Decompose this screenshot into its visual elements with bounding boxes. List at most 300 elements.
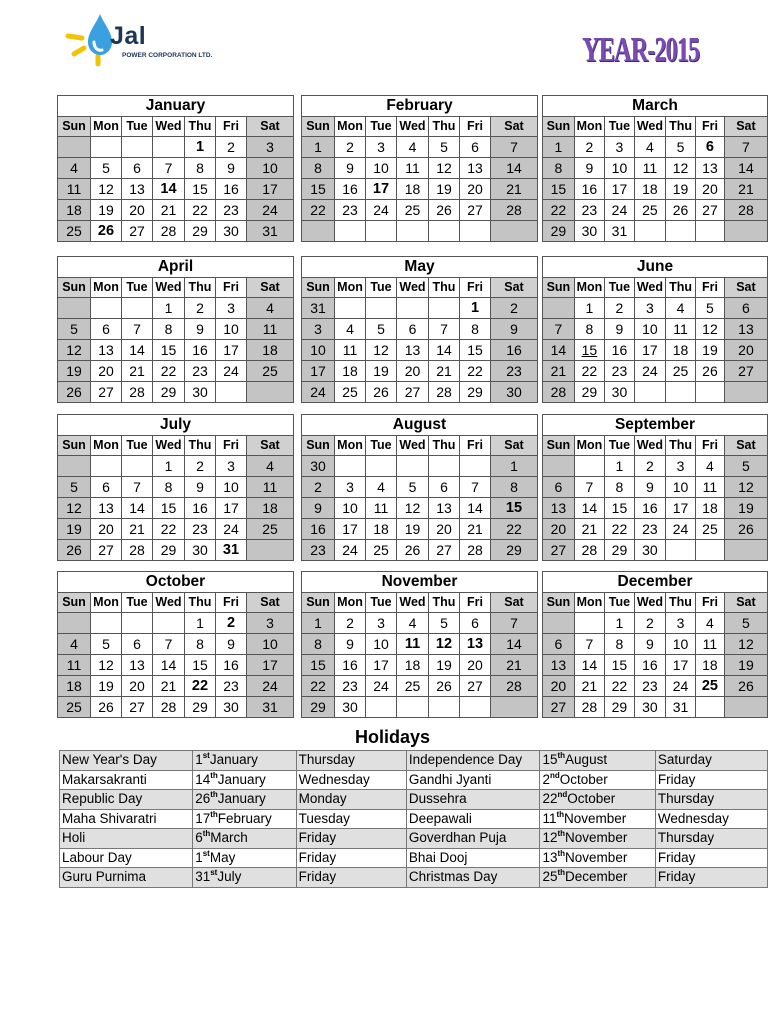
day-cell: 16 [216, 179, 247, 200]
weekday-header: Fri [460, 117, 491, 137]
holiday-weekday: Saturday [655, 751, 767, 771]
day-cell: 21 [122, 519, 153, 540]
day-cell: 20 [460, 655, 491, 676]
day-cell: 8 [302, 158, 335, 179]
weekday-header: Wed [634, 278, 665, 298]
day-cell: 22 [185, 200, 216, 221]
day-cell: 10 [634, 319, 665, 340]
company-subtitle: POWER CORPORATION LTD. [122, 52, 213, 59]
day-cell: 10 [366, 634, 397, 655]
month-calendar [301, 571, 538, 718]
weekday-header: Thu [429, 278, 460, 298]
weekday-header: Wed [634, 436, 665, 456]
day-cell: 26 [366, 382, 397, 403]
day-cell: 13 [460, 634, 491, 655]
day-cell: 17 [247, 655, 294, 676]
month-calendar [301, 414, 538, 561]
month-calendar [301, 95, 538, 242]
day-cell: 11 [366, 498, 397, 519]
day-cell: 28 [460, 540, 491, 561]
day-cell: 8 [605, 634, 635, 655]
day-cell [58, 298, 91, 319]
day-cell: 23 [634, 519, 665, 540]
weekday-header: Wed [153, 593, 185, 613]
day-cell [397, 221, 429, 242]
day-cell: 3 [247, 613, 294, 634]
weekday-header: Thu [185, 117, 216, 137]
holiday-date [540, 868, 655, 888]
weekday-header: Fri [216, 278, 247, 298]
weekday-header: Sun [302, 593, 335, 613]
weekday-header: Mon [574, 117, 604, 137]
day-cell: 1 [543, 137, 575, 158]
day-cell: 11 [696, 477, 725, 498]
day-cell: 17 [302, 361, 335, 382]
holiday-date [540, 751, 655, 771]
day-cell: 18 [397, 179, 429, 200]
day-cell: 4 [696, 456, 725, 477]
holiday-row [60, 770, 768, 790]
day-cell [58, 456, 91, 477]
day-cell: 7 [153, 634, 185, 655]
day-cell: 31 [302, 298, 335, 319]
day-cell: 1 [153, 298, 185, 319]
day-cell: 13 [91, 498, 122, 519]
day-cell: 18 [247, 498, 294, 519]
day-cell: 24 [366, 200, 397, 221]
day-cell: 17 [216, 498, 247, 519]
holiday-name: Deepawali [406, 809, 540, 829]
weekday-header: Tue [605, 593, 635, 613]
day-cell: 2 [634, 613, 665, 634]
weekday-header: Sat [247, 593, 294, 613]
day-cell: 26 [58, 540, 91, 561]
day-cell: 2 [491, 298, 538, 319]
day-cell: 26 [91, 697, 122, 718]
weekday-header: Mon [91, 117, 122, 137]
weekday-header: Wed [397, 278, 429, 298]
weekday-header: Sat [491, 278, 538, 298]
day-cell: 9 [335, 158, 366, 179]
day-cell: 1 [605, 456, 635, 477]
day-cell: 22 [460, 361, 491, 382]
day-cell: 24 [302, 382, 335, 403]
weekday-header: Mon [574, 593, 604, 613]
holiday-date [193, 770, 296, 790]
day-cell: 3 [366, 613, 397, 634]
weekday-header: Fri [216, 593, 247, 613]
weekday-header: Sat [724, 436, 767, 456]
day-cell: 16 [185, 498, 216, 519]
weekday-header: Fri [460, 436, 491, 456]
day-cell: 18 [58, 676, 91, 697]
day-cell: 18 [634, 179, 665, 200]
weekday-header: Thu [666, 117, 696, 137]
day-cell: 28 [429, 382, 460, 403]
day-cell: 27 [397, 382, 429, 403]
day-cell [429, 298, 460, 319]
weekday-header: Sun [302, 436, 335, 456]
day-cell [491, 221, 538, 242]
holiday-name: Maha Shivaratri [60, 809, 193, 829]
day-cell: 7 [574, 477, 604, 498]
day-cell [122, 137, 153, 158]
day-cell: 17 [247, 179, 294, 200]
holiday-date [540, 829, 655, 849]
day-cell: 14 [122, 340, 153, 361]
day-cell: 10 [605, 158, 635, 179]
day-cell: 4 [58, 158, 91, 179]
day-cell: 17 [634, 340, 665, 361]
month-title: August [302, 415, 538, 436]
day-cell: 25 [58, 697, 91, 718]
day-cell: 29 [185, 221, 216, 242]
day-cell: 6 [543, 634, 575, 655]
holiday-row [60, 790, 768, 810]
day-cell: 28 [543, 382, 575, 403]
day-cell: 17 [605, 179, 635, 200]
day-cell: 25 [366, 540, 397, 561]
day-cell: 20 [122, 676, 153, 697]
weekday-header: Tue [366, 436, 397, 456]
holiday-date [193, 751, 296, 771]
day-cell: 6 [696, 137, 725, 158]
weekday-header: Fri [695, 593, 724, 613]
day-cell: 9 [605, 319, 635, 340]
weekday-header: Tue [366, 593, 397, 613]
day-cell: 24 [366, 676, 397, 697]
day-cell: 20 [724, 340, 767, 361]
day-cell [696, 221, 725, 242]
day-cell: 29 [605, 697, 635, 718]
weekday-header: Thu [185, 278, 216, 298]
holiday-weekday: Wednesday [296, 770, 406, 790]
day-cell: 11 [58, 655, 91, 676]
day-cell [91, 298, 122, 319]
day-cell [302, 221, 335, 242]
day-cell: 21 [460, 519, 491, 540]
day-cell: 25 [696, 519, 725, 540]
holiday-day-suffix: th [210, 790, 218, 800]
holiday-row [60, 751, 768, 771]
day-cell: 14 [491, 634, 538, 655]
holiday-day: 13 [542, 849, 558, 865]
day-cell: 31 [247, 697, 294, 718]
day-cell: 13 [543, 655, 575, 676]
day-cell: 10 [247, 158, 294, 179]
weekday-header: Sun [58, 436, 91, 456]
day-cell: 18 [695, 655, 724, 676]
day-cell: 7 [543, 319, 575, 340]
day-cell: 29 [543, 221, 575, 242]
day-cell: 11 [247, 319, 294, 340]
holiday-month: March [210, 830, 248, 846]
holiday-day: 12 [542, 830, 558, 846]
day-cell: 1 [185, 137, 216, 158]
day-cell: 19 [724, 498, 767, 519]
day-cell: 24 [216, 519, 247, 540]
day-cell: 7 [122, 477, 153, 498]
holiday-day: 31 [195, 869, 211, 885]
day-cell [543, 456, 575, 477]
day-cell: 13 [543, 498, 575, 519]
day-cell: 13 [460, 158, 491, 179]
holiday-day-suffix: th [202, 829, 211, 839]
day-cell [634, 221, 665, 242]
day-cell: 8 [185, 158, 216, 179]
day-cell: 7 [429, 319, 460, 340]
day-cell: 11 [58, 179, 91, 200]
day-cell: 14 [724, 158, 767, 179]
holiday-date [193, 848, 296, 868]
holiday-date [540, 848, 655, 868]
day-cell: 17 [666, 498, 696, 519]
day-cell: 26 [429, 200, 460, 221]
day-cell: 13 [397, 340, 429, 361]
day-cell: 10 [666, 634, 696, 655]
day-cell: 29 [574, 382, 604, 403]
month-title: July [58, 415, 294, 436]
day-cell: 29 [153, 382, 185, 403]
day-cell: 23 [574, 200, 604, 221]
day-cell: 5 [724, 456, 767, 477]
weekday-header: Sat [724, 278, 767, 298]
day-cell: 4 [247, 298, 294, 319]
day-cell: 4 [397, 137, 429, 158]
day-cell: 3 [216, 298, 247, 319]
day-cell [216, 382, 247, 403]
day-cell: 3 [605, 137, 635, 158]
month-title: May [302, 257, 538, 278]
day-cell: 5 [724, 613, 767, 634]
day-cell: 6 [460, 137, 491, 158]
month-title: January [58, 96, 294, 117]
day-cell [122, 456, 153, 477]
day-cell: 8 [574, 319, 604, 340]
holiday-weekday: Wednesday [655, 809, 767, 829]
day-cell: 24 [247, 200, 294, 221]
day-cell [247, 382, 294, 403]
day-cell: 14 [429, 340, 460, 361]
day-cell: 9 [216, 634, 247, 655]
day-cell: 5 [91, 158, 122, 179]
day-cell: 23 [335, 676, 366, 697]
day-cell: 27 [543, 540, 575, 561]
day-cell [724, 221, 767, 242]
day-cell: 4 [247, 456, 294, 477]
weekday-header: Mon [91, 278, 122, 298]
day-cell: 22 [574, 361, 604, 382]
day-cell [153, 137, 185, 158]
day-cell: 22 [185, 676, 216, 697]
day-cell: 12 [666, 158, 696, 179]
day-cell: 1 [460, 298, 491, 319]
day-cell: 22 [302, 676, 335, 697]
day-cell: 5 [429, 137, 460, 158]
day-cell: 8 [302, 634, 335, 655]
holiday-name: Republic Day [60, 790, 193, 810]
day-cell: 30 [216, 697, 247, 718]
day-cell: 14 [491, 158, 538, 179]
day-cell: 17 [335, 519, 366, 540]
day-cell [543, 298, 575, 319]
day-cell: 1 [302, 137, 335, 158]
holiday-day-suffix: th [557, 868, 566, 878]
weekday-header: Sun [543, 436, 575, 456]
day-cell: 19 [724, 655, 767, 676]
day-cell: 2 [574, 137, 604, 158]
day-cell: 24 [247, 676, 294, 697]
day-cell: 21 [429, 361, 460, 382]
day-cell: 15 [153, 340, 185, 361]
holiday-row [60, 809, 768, 829]
weekday-header: Sat [491, 593, 538, 613]
day-cell [696, 540, 725, 561]
day-cell [574, 456, 604, 477]
month-title: September [543, 415, 768, 436]
holiday-day-suffix: nd [557, 790, 568, 800]
day-cell [335, 456, 366, 477]
day-cell: 30 [634, 540, 665, 561]
day-cell: 26 [91, 221, 122, 242]
day-cell [543, 613, 575, 634]
day-cell: 12 [58, 498, 91, 519]
day-cell: 21 [122, 361, 153, 382]
holiday-name: Bhai Dooj [406, 848, 540, 868]
holiday-name: Guru Purnima [60, 868, 193, 888]
holiday-date [193, 829, 296, 849]
weekday-header: Tue [122, 117, 153, 137]
day-cell: 2 [216, 613, 247, 634]
day-cell: 28 [574, 697, 604, 718]
day-cell: 23 [216, 200, 247, 221]
day-cell: 30 [185, 382, 216, 403]
day-cell: 10 [247, 634, 294, 655]
day-cell: 15 [543, 179, 575, 200]
weekday-header: Sun [302, 278, 335, 298]
weekday-header: Wed [397, 436, 429, 456]
day-cell: 2 [185, 298, 216, 319]
day-cell: 18 [666, 340, 696, 361]
day-cell: 6 [91, 319, 122, 340]
day-cell: 28 [574, 540, 604, 561]
day-cell: 27 [460, 676, 491, 697]
day-cell: 7 [122, 319, 153, 340]
holiday-date [540, 790, 655, 810]
weekday-header: Tue [122, 436, 153, 456]
day-cell: 14 [122, 498, 153, 519]
holiday-day: 25 [542, 869, 558, 885]
day-cell: 19 [58, 361, 91, 382]
day-cell: 19 [91, 200, 122, 221]
holiday-weekday: Thursday [296, 751, 406, 771]
weekday-header: Mon [91, 436, 122, 456]
day-cell: 5 [58, 477, 91, 498]
day-cell: 10 [216, 477, 247, 498]
day-cell: 9 [634, 634, 665, 655]
day-cell: 15 [153, 498, 185, 519]
day-cell: 25 [397, 200, 429, 221]
holiday-day-suffix: th [210, 809, 218, 819]
day-cell [429, 697, 460, 718]
day-cell: 26 [397, 540, 429, 561]
weekday-header: Mon [335, 593, 366, 613]
day-cell: 27 [122, 697, 153, 718]
day-cell: 13 [724, 319, 767, 340]
day-cell [695, 697, 724, 718]
holiday-month: January [217, 771, 266, 787]
day-cell: 26 [429, 676, 460, 697]
day-cell [460, 456, 491, 477]
day-cell: 9 [185, 319, 216, 340]
day-cell: 30 [185, 540, 216, 561]
weekday-header: Sat [724, 117, 767, 137]
day-cell: 23 [302, 540, 335, 561]
day-cell: 19 [696, 340, 725, 361]
day-cell: 27 [696, 200, 725, 221]
day-cell: 15 [460, 340, 491, 361]
day-cell: 31 [247, 221, 294, 242]
day-cell: 1 [185, 613, 216, 634]
day-cell [429, 456, 460, 477]
holiday-day: 26 [195, 791, 211, 807]
weekday-header: Sat [247, 278, 294, 298]
day-cell: 12 [91, 655, 122, 676]
day-cell: 24 [335, 540, 366, 561]
day-cell: 30 [574, 221, 604, 242]
month-calendar [542, 256, 768, 403]
day-cell: 21 [491, 655, 538, 676]
day-cell: 21 [491, 179, 538, 200]
holiday-name: Dussehra [406, 790, 540, 810]
day-cell [91, 456, 122, 477]
day-cell: 21 [724, 179, 767, 200]
day-cell: 9 [634, 477, 665, 498]
day-cell [724, 540, 767, 561]
day-cell: 28 [491, 200, 538, 221]
day-cell: 26 [724, 676, 767, 697]
weekday-header: Mon [335, 278, 366, 298]
day-cell: 22 [491, 519, 538, 540]
day-cell [397, 697, 429, 718]
day-cell: 20 [460, 179, 491, 200]
day-cell: 26 [724, 519, 767, 540]
holiday-day-suffix: st [202, 848, 210, 858]
day-cell: 16 [574, 179, 604, 200]
day-cell: 3 [302, 319, 335, 340]
day-cell: 13 [122, 655, 153, 676]
day-cell: 24 [666, 676, 696, 697]
day-cell: 28 [122, 540, 153, 561]
month-title: November [302, 572, 538, 593]
day-cell: 6 [122, 634, 153, 655]
day-cell: 11 [666, 319, 696, 340]
holiday-name: Labour Day [60, 848, 193, 868]
day-cell: 22 [302, 200, 335, 221]
day-cell: 5 [397, 477, 429, 498]
day-cell [366, 298, 397, 319]
day-cell: 14 [543, 340, 575, 361]
day-cell [91, 613, 122, 634]
day-cell: 25 [397, 676, 429, 697]
day-cell: 24 [634, 361, 665, 382]
weekday-header: Tue [605, 117, 635, 137]
day-cell: 18 [366, 519, 397, 540]
holiday-day: 1 [195, 752, 203, 768]
holiday-month: July [217, 869, 242, 885]
day-cell: 20 [122, 200, 153, 221]
day-cell: 29 [185, 697, 216, 718]
